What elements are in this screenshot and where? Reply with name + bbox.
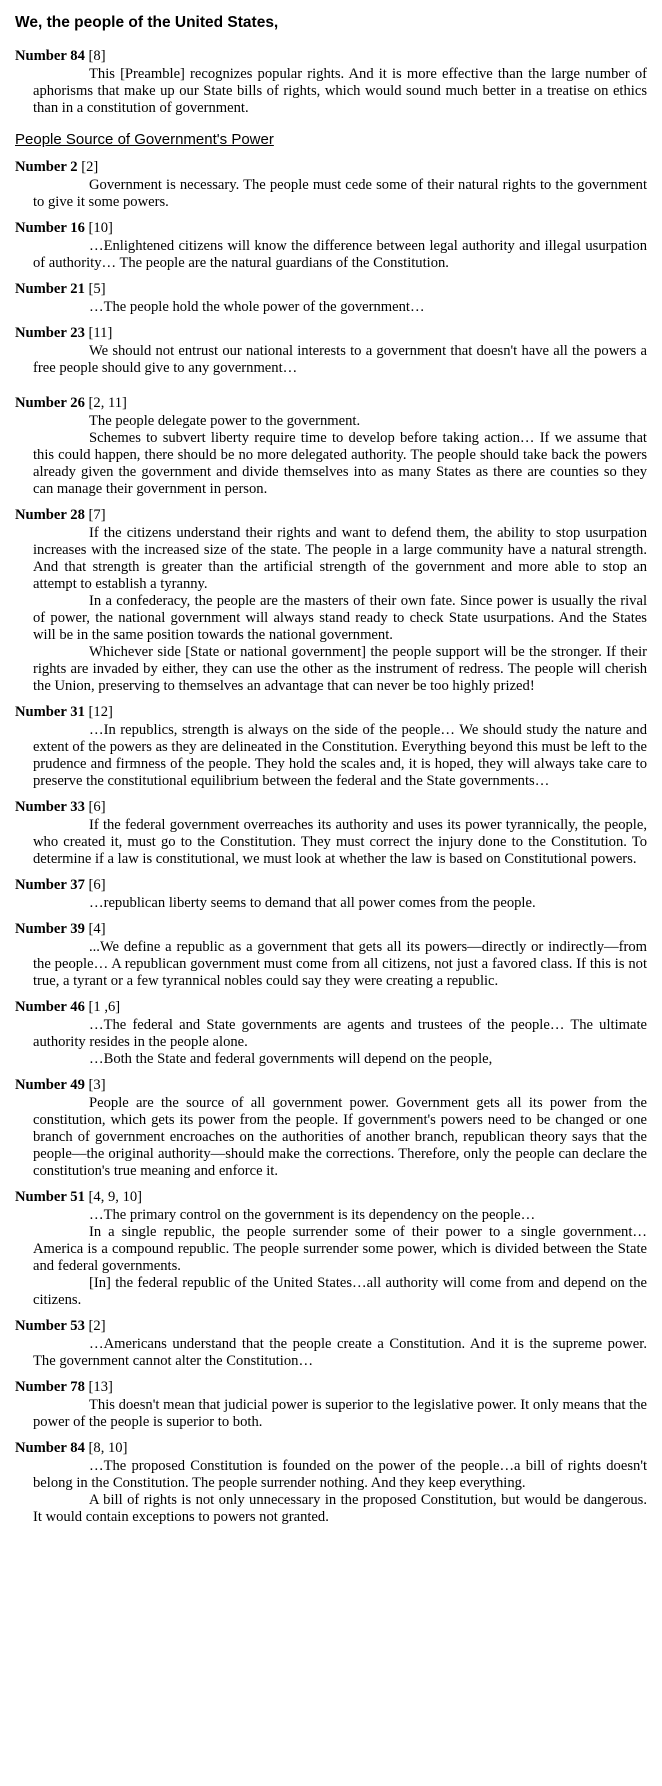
paper-number: Number 21: [15, 281, 85, 297]
paragraph-refs: [6]: [88, 877, 106, 893]
quote-body: [33, 413, 647, 498]
quote-body: [33, 525, 647, 695]
quote-body: [33, 895, 647, 912]
quote-entry: [15, 48, 647, 117]
quote-paragraph: …The proposed Constitution is founded on the power of the people…a bill of rights doesn't belong in the Constitution. The people surrender nothing. And they keep everything.: [33, 1458, 647, 1491]
quote-paragraph: In a single republic, the people surrender some of their power to a single government… America is a compound republic. The people surrender some power, which is divided between the State and federal governments.: [33, 1224, 647, 1274]
quote-paragraph: People are the source of all government power. Government gets all its power from the constitution, which gets its power from the people. If government's powers need to be changed or one branch of government encroaches on the authorities of another branch, republican theory says that the people—the original authority—should make the corrections. Therefore, only the people can declare the constitution's true meaning and enforce it.: [33, 1095, 647, 1179]
entry-heading: [15, 921, 647, 938]
entries-list: [15, 159, 647, 1526]
quote-paragraph: …In republics, strength is always on the side of the people… We should study the nature and extent of the powers as they are delineated in the Constitution. Everything beyond this must be left to the prudence and firmness of the people. They hold the scales and, it is hoped, they will always take care to preserve the constitutional equilibrium between the federal and the State governments…: [33, 722, 647, 789]
document-title: We, the people of the United States,: [15, 14, 279, 31]
quote-body: [33, 1017, 647, 1068]
quote-entry: [15, 1189, 647, 1309]
paragraph-refs: [8, 10]: [88, 1440, 128, 1456]
paper-number: Number 23: [15, 325, 85, 341]
quote-entry: [15, 159, 647, 211]
quote-entry: [15, 1077, 647, 1180]
paper-number: Number 46: [15, 999, 85, 1015]
quote-entry: [15, 507, 647, 695]
paragraph-refs: [4]: [88, 921, 106, 937]
paper-number: Number 51: [15, 1189, 85, 1205]
quote-paragraph: …republican liberty seems to demand that all power comes from the people.: [89, 895, 536, 911]
paragraph-refs: [11]: [88, 325, 113, 341]
entry-heading: [15, 325, 647, 342]
entry-heading: [15, 507, 647, 524]
quote-paragraph: …The federal and State governments are agents and trustees of the people… The ultimate authority resides in the people alone.: [33, 1017, 647, 1050]
quote-paragraph: This doesn't mean that judicial power is superior to the legislative power. It only means that the power of the people is superior to both.: [33, 1397, 647, 1430]
quote-body: [33, 1458, 647, 1526]
quote-entry: [15, 921, 647, 990]
entry-heading: [15, 159, 647, 176]
quote-paragraph: …The primary control on the government is its dependency on the people…: [89, 1207, 536, 1223]
entry-heading: [15, 1077, 647, 1094]
quote-paragraph: …Both the State and federal governments will depend on the people,: [89, 1051, 493, 1067]
quote-paragraph: [In] the federal republic of the United States…all authority will come from and depend on the citizens.: [33, 1275, 647, 1308]
quote-paragraph: Schemes to subvert liberty require time to develop before taking action… If we assume that this could happen, there should be no more delegated authority. The people should take back the powers already given the government and divide themselves into as many States as there are counties so they can manage their government in person.: [33, 430, 647, 497]
quote-entry: [15, 877, 647, 912]
quote-body: [33, 817, 647, 868]
quote-entry: [15, 704, 647, 790]
paper-number: Number 78: [15, 1379, 85, 1395]
entry-heading: [15, 1189, 647, 1206]
entry-heading: [15, 799, 647, 816]
quote-entry: [15, 1379, 647, 1431]
quote-entry: [15, 999, 647, 1068]
entry-heading: [15, 704, 647, 721]
entry-heading: [15, 48, 647, 65]
entry-heading: [15, 877, 647, 894]
preamble-entries: [15, 48, 647, 117]
quote-paragraph: ...We define a republic as a government that gets all its powers—directly or indirectly—from the people… A republican government must come from all citizens, not just a favored class. If this is not true, a tyrant or a few tyrannical nobles could say they were creating a republic.: [33, 939, 647, 989]
quote-body: [33, 1336, 647, 1370]
entry-heading: [15, 1379, 647, 1396]
paragraph-refs: [2]: [88, 1318, 106, 1334]
paper-number: Number 37: [15, 877, 85, 893]
paragraph-refs: [1 ,6]: [88, 999, 121, 1015]
quote-body: [33, 177, 647, 211]
quote-entry: [15, 799, 647, 868]
entry-heading: [15, 220, 647, 237]
paper-number: Number 39: [15, 921, 85, 937]
section-heading: People Source of Government's Power: [15, 131, 274, 148]
paragraph-refs: [10]: [88, 220, 113, 236]
quote-paragraph: We should not entrust our national interests to a government that doesn't have all the powers a free people should give to any government…: [33, 343, 647, 376]
entry-heading: [15, 1440, 647, 1457]
paragraph-refs: [7]: [88, 507, 106, 523]
paragraph-refs: [4, 9, 10]: [88, 1189, 143, 1205]
entry-heading: [15, 281, 647, 298]
paper-number: Number 53: [15, 1318, 85, 1334]
paper-number: Number 84: [15, 1440, 85, 1456]
entry-heading: [15, 1318, 647, 1335]
entry-heading: [15, 999, 647, 1016]
paragraph-refs: [12]: [88, 704, 113, 720]
quote-entry: [15, 220, 647, 272]
quote-entry: [15, 281, 647, 316]
paragraph-refs: [8]: [88, 48, 106, 64]
quote-body: [33, 1397, 647, 1431]
paragraph-refs: [6]: [88, 799, 106, 815]
paper-number: Number 16: [15, 220, 85, 236]
quote-body: [33, 66, 647, 117]
paragraph-refs: [2]: [81, 159, 99, 175]
paragraph-refs: [13]: [88, 1379, 113, 1395]
quote-body: [33, 1207, 647, 1309]
quote-body: [33, 1095, 647, 1180]
quote-paragraph: This [Preamble] recognizes popular rights. And it is more effective than the large number of aphorisms that make up our State bills of rights, which would sound much better in a treatise on ethics than in a constitution of government.: [33, 66, 647, 116]
paragraph-refs: [3]: [88, 1077, 106, 1093]
paragraph-refs: [5]: [88, 281, 106, 297]
paper-number: Number 33: [15, 799, 85, 815]
quote-paragraph: …The people hold the whole power of the government…: [89, 299, 425, 315]
paper-number: Number 28: [15, 507, 85, 523]
quote-paragraph: A bill of rights is not only unnecessary in the proposed Constitution, but would be dangerous. It would contain exceptions to powers not granted.: [33, 1492, 647, 1525]
quote-body: [33, 238, 647, 272]
quote-paragraph: …Americans understand that the people create a Constitution. And it is the supreme power. The government cannot alter the Constitution…: [33, 1336, 647, 1369]
quote-paragraph: In a confederacy, the people are the masters of their own fate. Since power is usually the rival of power, the national government will always stand ready to check State usurpations. And the States will be in the same position towards the national government.: [33, 593, 647, 643]
paper-number: Number 26: [15, 395, 85, 411]
quote-entry: [15, 325, 647, 377]
paper-number: Number 84: [15, 48, 85, 64]
quote-paragraph: The people delegate power to the government.: [89, 413, 361, 429]
quote-body: [33, 939, 647, 990]
quote-body: [33, 343, 647, 377]
quote-paragraph: Whichever side [State or national government] the people support will be the stronger. If their rights are invaded by either, they can use the other as the instrument of redress. The people will cherish the Union, preserving to themselves an advantage that can never be too highly prized!: [33, 644, 647, 694]
quote-entry: [15, 1318, 647, 1370]
paragraph-refs: [2, 11]: [88, 395, 127, 411]
entry-heading: [15, 395, 647, 412]
quote-paragraph: Government is necessary. The people must cede some of their natural rights to the government to give it some powers.: [33, 177, 647, 210]
paper-number: Number 31: [15, 704, 85, 720]
quote-paragraph: …Enlightened citizens will know the difference between legal authority and illegal usurpation of authority… The people are the natural guardians of the Constitution.: [33, 238, 647, 271]
quote-entry: [15, 1440, 647, 1526]
quote-entry: [15, 395, 647, 498]
paper-number: Number 2: [15, 159, 78, 175]
quote-body: [33, 299, 647, 316]
paper-number: Number 49: [15, 1077, 85, 1093]
quote-paragraph: If the federal government overreaches its authority and uses its power tyrannically, the people, who created it, must go to the Constitution. They must correct the injury done to the Constitution. To determine if a law is constitutional, we must look at whether the law is based on Constitutional powers.: [33, 817, 647, 867]
quote-body: [33, 722, 647, 790]
quote-paragraph: If the citizens understand their rights and want to defend them, the ability to stop usurpation increases with the increased size of the state. The people in a large community have a natural strength. And that strength is greater than the artificial strength of the government and more able to stop an attempt to establish a tyranny.: [33, 525, 647, 592]
